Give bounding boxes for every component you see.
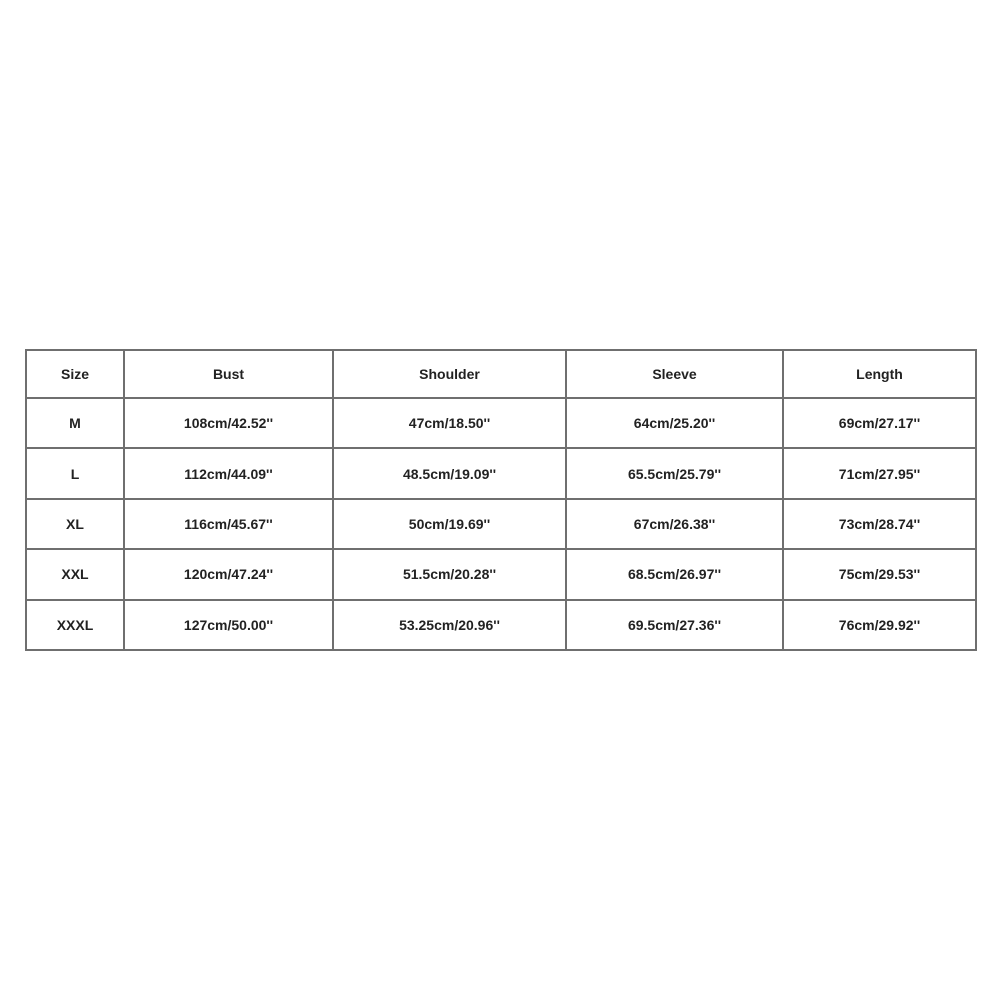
cell-size: XXXL xyxy=(26,600,124,650)
cell-length: 75cm/29.53'' xyxy=(783,549,976,599)
cell-size: L xyxy=(26,448,124,498)
table-row xyxy=(26,499,976,549)
header-length: Length xyxy=(783,350,976,398)
cell-bust: 120cm/47.24'' xyxy=(124,549,333,599)
cell-sleeve: 68.5cm/26.97'' xyxy=(566,549,783,599)
cell-length: 69cm/27.17'' xyxy=(783,398,976,448)
cell-shoulder: 53.25cm/20.96'' xyxy=(333,600,566,650)
header-bust: Bust xyxy=(124,350,333,398)
cell-shoulder: 47cm/18.50'' xyxy=(333,398,566,448)
cell-bust: 108cm/42.52'' xyxy=(124,398,333,448)
cell-sleeve: 67cm/26.38'' xyxy=(566,499,783,549)
table-row xyxy=(26,398,976,448)
cell-bust: 116cm/45.67'' xyxy=(124,499,333,549)
cell-sleeve: 64cm/25.20'' xyxy=(566,398,783,448)
table-row xyxy=(26,600,976,650)
size-chart-body xyxy=(26,398,976,650)
cell-shoulder: 50cm/19.69'' xyxy=(333,499,566,549)
header-row xyxy=(26,350,976,398)
cell-sleeve: 69.5cm/27.36'' xyxy=(566,600,783,650)
cell-bust: 127cm/50.00'' xyxy=(124,600,333,650)
cell-size: XL xyxy=(26,499,124,549)
cell-shoulder: 48.5cm/19.09'' xyxy=(333,448,566,498)
cell-length: 76cm/29.92'' xyxy=(783,600,976,650)
cell-bust: 112cm/44.09'' xyxy=(124,448,333,498)
size-chart-header xyxy=(26,350,976,398)
table-row xyxy=(26,549,976,599)
table-row xyxy=(26,448,976,498)
cell-shoulder: 51.5cm/20.28'' xyxy=(333,549,566,599)
size-chart-table xyxy=(25,349,977,651)
header-sleeve: Sleeve xyxy=(566,350,783,398)
cell-size: XXL xyxy=(26,549,124,599)
cell-length: 71cm/27.95'' xyxy=(783,448,976,498)
cell-sleeve: 65.5cm/25.79'' xyxy=(566,448,783,498)
header-shoulder: Shoulder xyxy=(333,350,566,398)
header-size: Size xyxy=(26,350,124,398)
cell-length: 73cm/28.74'' xyxy=(783,499,976,549)
cell-size: M xyxy=(26,398,124,448)
